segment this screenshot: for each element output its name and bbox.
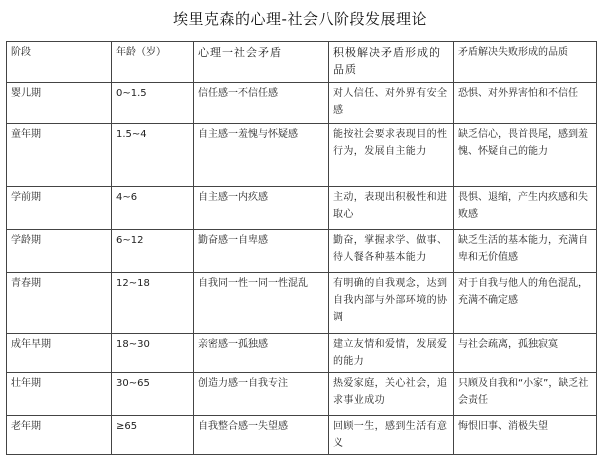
stage-cell: 学龄期 <box>7 230 112 273</box>
positive-quality-cell: 能按社会要求表现目的性行为，发展自主能力 <box>329 124 454 187</box>
positive-quality-cell: 建立友情和爱情，发展爱的能力 <box>329 334 454 373</box>
table-row <box>7 416 597 455</box>
negative-quality-cell: 缺乏信心，畏首畏尾，感到羞愧、怀疑自己的能力 <box>454 124 597 187</box>
table-row <box>7 83 597 124</box>
stages-table <box>6 41 597 455</box>
table-header-row <box>7 42 597 83</box>
conflict-cell: 勤奋感一自卑感 <box>194 230 329 273</box>
header-stage: 阶段 <box>7 42 112 83</box>
age-cell: 18~30 <box>112 334 194 373</box>
header-conflict: 心理一社会矛盾 <box>194 42 329 83</box>
table-row <box>7 124 597 187</box>
positive-quality-cell: 主动，表现出积极性和进取心 <box>329 187 454 230</box>
negative-quality-cell: 与社会疏离，孤独寂寞 <box>454 334 597 373</box>
stage-cell: 童年期 <box>7 124 112 187</box>
stage-cell: 成年早期 <box>7 334 112 373</box>
age-cell: ≥65 <box>112 416 194 455</box>
stage-cell: 老年期 <box>7 416 112 455</box>
table-row <box>7 273 597 334</box>
negative-quality-cell: 对于自我与他人的角色混乱，充满不确定感 <box>454 273 597 334</box>
table-row <box>7 187 597 230</box>
positive-quality-cell: 热爱家庭，关心社会，追求事业成功 <box>329 373 454 416</box>
negative-quality-cell: 悔恨旧事、消极失望 <box>454 416 597 455</box>
table-row <box>7 230 597 273</box>
age-cell: 0~1.5 <box>112 83 194 124</box>
age-cell: 6~12 <box>112 230 194 273</box>
conflict-cell: 自我整合感一失望感 <box>194 416 329 455</box>
header-negative-quality: 矛盾解决失败形成的品质 <box>454 42 597 83</box>
conflict-cell: 自我同一性一同一性混乱 <box>194 273 329 334</box>
positive-quality-cell: 有明确的自我观念，达到自我内部与外部环境的协调 <box>329 273 454 334</box>
positive-quality-cell: 勤奋，掌握求学、做事、待人餐各种基本能力 <box>329 230 454 273</box>
conflict-cell: 自主感一羞愧与怀疑感 <box>194 124 329 187</box>
age-cell: 30~65 <box>112 373 194 416</box>
negative-quality-cell: 只顾及自我和“小家”，缺乏社会责任 <box>454 373 597 416</box>
conflict-cell: 亲密感一孤独感 <box>194 334 329 373</box>
conflict-cell: 信任感一不信任感 <box>194 83 329 124</box>
negative-quality-cell: 畏惧、退缩，产生内疚感和失败感 <box>454 187 597 230</box>
age-cell: 1.5~4 <box>112 124 194 187</box>
conflict-cell: 自主感一内疚感 <box>194 187 329 230</box>
stage-cell: 学前期 <box>7 187 112 230</box>
stage-cell: 婴儿期 <box>7 83 112 124</box>
conflict-cell: 创造力感一自我专注 <box>194 373 329 416</box>
positive-quality-cell: 对人信任、对外界有安全感 <box>329 83 454 124</box>
negative-quality-cell: 恐惧、对外界害怕和不信任 <box>454 83 597 124</box>
table-row <box>7 334 597 373</box>
header-age: 年龄（岁） <box>112 42 194 83</box>
document-title: 埃里克森的心理-社会八阶段发展理论 <box>173 10 427 28</box>
age-cell: 4~6 <box>112 187 194 230</box>
age-cell: 12~18 <box>112 273 194 334</box>
stage-cell: 青春期 <box>7 273 112 334</box>
negative-quality-cell: 缺乏生活的基本能力，充满自卑和无价值感 <box>454 230 597 273</box>
stage-cell: 壮年期 <box>7 373 112 416</box>
positive-quality-cell: 回顾一生，感到生活有意义 <box>329 416 454 455</box>
header-positive-quality: 积极解决矛盾形成的品质 <box>329 42 454 83</box>
table-row <box>7 373 597 416</box>
